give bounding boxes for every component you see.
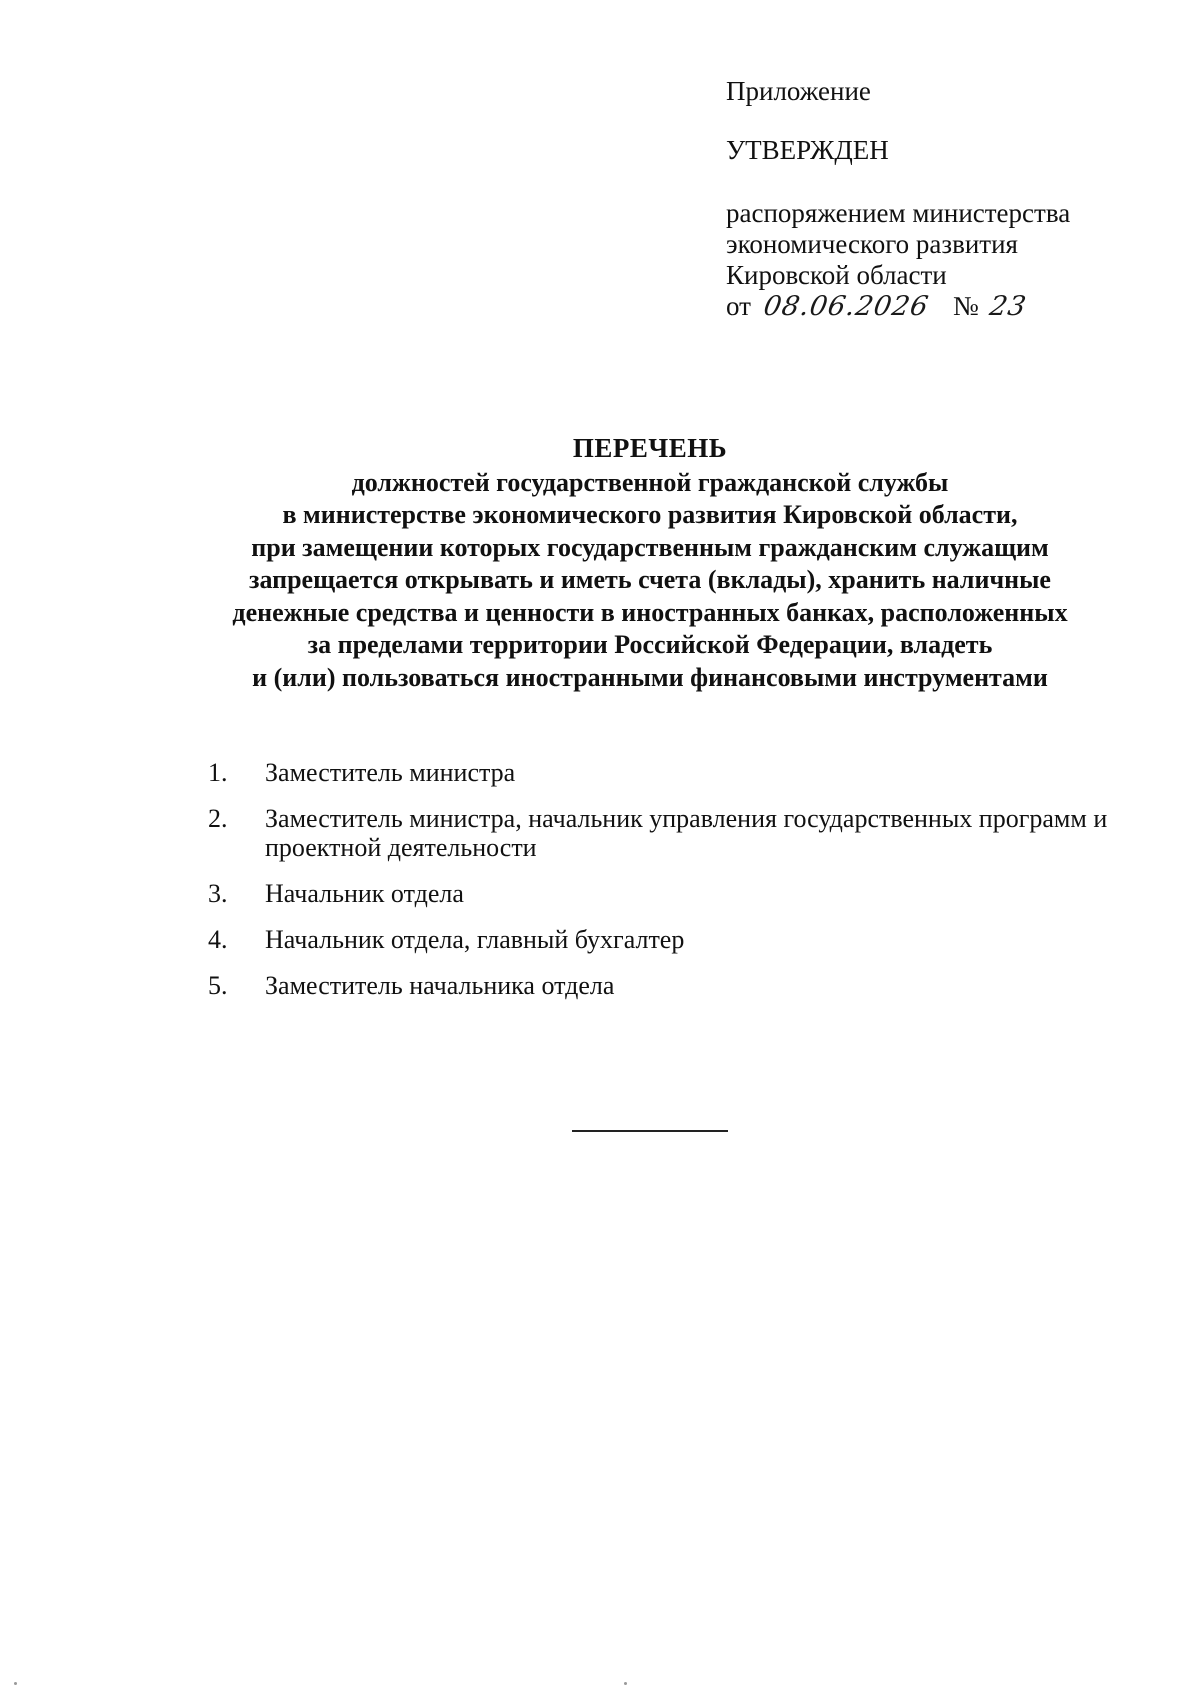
list-item-text: Начальник отдела, главный бухгалтер	[265, 925, 685, 954]
title-line: при замещении которых государственным гражданским служащим	[251, 532, 1049, 562]
document-title	[150, 432, 1150, 694]
list-item-number: 2.	[208, 804, 228, 833]
issuer-line: распоряжением министерства	[726, 198, 1071, 228]
list-item-number: 4.	[208, 925, 228, 954]
date-number-line	[726, 291, 1146, 322]
title-line: должностей государственной гражданской службы	[351, 467, 949, 497]
approved-label: УТВЕРЖДЕН	[726, 135, 889, 165]
list-item-number: 5.	[208, 971, 228, 1000]
handwritten-number: 23	[986, 291, 1029, 322]
list-item	[208, 879, 1138, 908]
list-item	[208, 804, 1138, 862]
list-item-text: Заместитель начальника отдела	[265, 971, 615, 1000]
list-item	[208, 925, 1138, 954]
title-line: за пределами территории Российской Федерации, владеть	[307, 630, 993, 659]
appendix-label: Приложение	[726, 76, 871, 106]
title-line: запрещается открывать и иметь счета (вклады), хранить наличные	[249, 565, 1051, 594]
list-item	[208, 758, 1138, 787]
list-item	[208, 971, 1138, 1000]
list-item-text: Заместитель министра, начальник управления государственных программ и проектной деятельности	[265, 804, 1108, 862]
list-item-number: 3.	[208, 879, 228, 908]
closing-rule	[572, 1130, 728, 1132]
scan-artifact	[624, 1682, 627, 1685]
positions-list	[208, 758, 1138, 1017]
title-line: и (или) пользоваться иностранными финансовыми инструментами	[252, 662, 1048, 692]
approval-block	[726, 76, 1146, 322]
date-prefix: от	[726, 291, 751, 321]
title-line: денежные средства и ценности в иностранных банках, расположенных	[232, 597, 1068, 627]
title-line: в министерстве экономического развития Кировской области,	[282, 500, 1018, 529]
list-item-number: 1.	[208, 758, 228, 787]
list-item-text: Начальник отдела	[265, 879, 464, 908]
scan-artifact	[14, 1682, 17, 1685]
number-prefix: №	[953, 291, 979, 321]
handwritten-date: 08.06.2026	[760, 291, 932, 322]
title-heading: ПЕРЕЧЕНЬ	[572, 433, 728, 463]
list-item-text: Заместитель министра	[265, 758, 516, 787]
issuer-line: Кировской области	[726, 260, 947, 290]
issuer-line: экономического развития	[726, 229, 1018, 259]
